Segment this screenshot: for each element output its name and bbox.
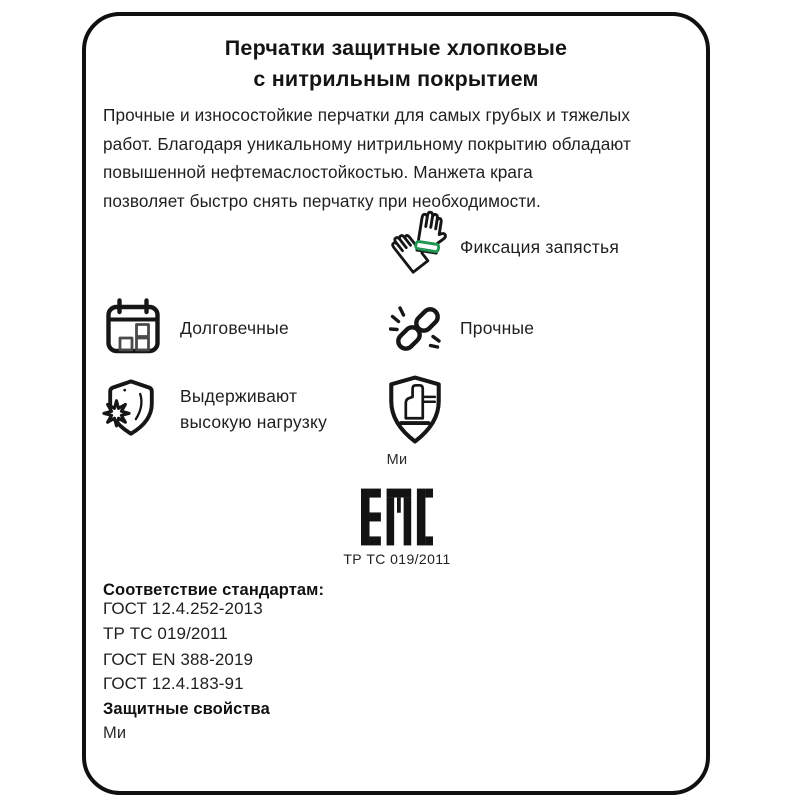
feature-label-high-load: Выдерживают высокую нагрузку xyxy=(180,386,328,432)
eac-letter-a xyxy=(387,489,412,546)
description-line: Прочные и износостойкие перчатки для самых грубых и тяжелых xyxy=(103,105,631,125)
feature-label-strong: Прочные xyxy=(460,318,535,338)
feature-label-wrist-fixation: Фиксация запястья xyxy=(460,237,620,257)
gloves-wrist-icon xyxy=(381,204,455,282)
standard-item: ТР ТС 019/2011 xyxy=(103,624,228,643)
eac-regulation-caption: ТР ТС 019/2011 xyxy=(343,551,451,567)
chain-link-icon xyxy=(389,300,447,358)
description-line: повышенной нефтемаслостойкостью. Манжета крага xyxy=(103,162,533,182)
shield-glove-icon xyxy=(384,374,446,446)
protective-properties-value: Ми xyxy=(103,724,127,742)
product-description xyxy=(103,101,631,215)
description-line: работ. Благодаря уникальному нитрильному покрытию обладают xyxy=(103,133,631,154)
eac-letter-c xyxy=(417,489,433,546)
product-title-line1: Перчатки защитные хлопковые xyxy=(224,36,568,60)
right-glove xyxy=(415,211,449,254)
description-line: позволяет быстро снять перчатку при необходимости. xyxy=(103,190,541,211)
standard-item: ГОСТ EN 388-2019 xyxy=(103,650,254,669)
shield-star-icon xyxy=(101,377,161,439)
product-info-card xyxy=(82,12,710,795)
product-title xyxy=(86,33,706,95)
feature-label-durable: Долговечные xyxy=(180,318,289,338)
glove-cuff-band xyxy=(415,241,439,252)
standard-item: ГОСТ 12.4.183-91 xyxy=(103,674,244,693)
protection-code: Ми xyxy=(386,452,408,468)
standards-heading: Соответствие стандартам: xyxy=(103,581,325,599)
calendar-icon xyxy=(103,297,163,359)
eac-letter-e xyxy=(361,489,381,546)
eac-logo xyxy=(361,488,433,546)
protective-properties-heading: Защитные свойства xyxy=(103,700,270,718)
standard-item: ГОСТ 12.4.252-2013 xyxy=(103,599,263,618)
product-title-line2: с нитрильным покрытием xyxy=(253,67,539,91)
